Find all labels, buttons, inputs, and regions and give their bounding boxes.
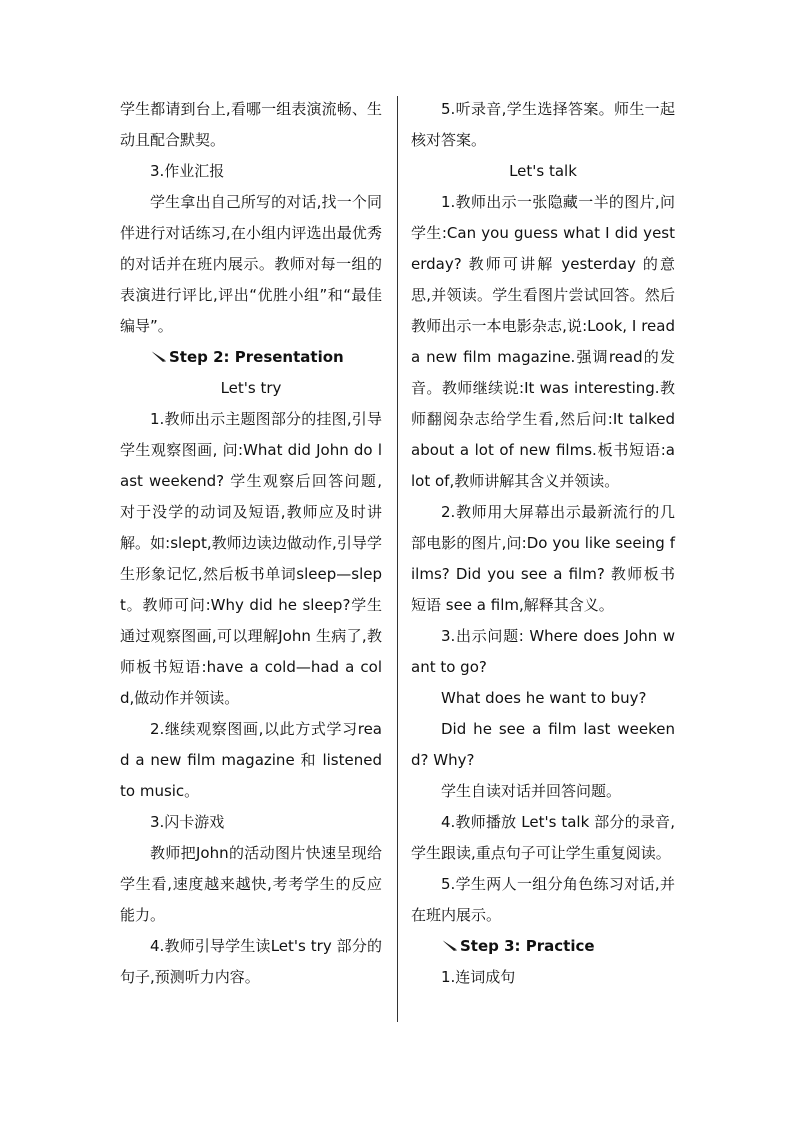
right-column	[411, 94, 675, 993]
paragraph: 4.教师播放 Let's talk 部分的录音,学生跟读,重点句子可让学生重复阅读。	[411, 813, 675, 862]
paragraph: 1.教师出示一张隐藏一半的图片,问学生:Can you guess what I did yesterday? 教师可讲解 yesterday 的意思,并领读。学生看图片尝试回答。然后教师出示一本电影杂志,说:Look, I read a new film magazine.强调read的发音。教师继续说:It was interesting.教师翻阅杂志给学生看,然后问:It talked about a lot of new films.板书短语:a lot of,教师讲解其含义并领读。	[411, 193, 675, 490]
step-heading-label: Step 3: Practice	[460, 937, 595, 955]
pen-icon	[150, 349, 168, 363]
paragraph: 2.继续观察图画,以此方式学习read a new film magazine 和 listened to music。	[120, 720, 382, 800]
paragraph: 1.教师出示主题图部分的挂图,引导学生观察图画, 问:What did John do last weekend? 学生观察后回答问题,对于没学的动词及短语,教师应及时讲解。如:slept,教师边读边做动作,引导学生形象记忆,然后板书单词sleep—slept。教师可问:Why did he sleep?学生通过观察图画,可以理解John 生病了,教师板书短语:have a cold—had a cold,做动作并领读。	[120, 410, 382, 707]
paragraph: What does he want to buy?	[441, 689, 647, 707]
paragraph: 4.教师引导学生读Let's try 部分的句子,预测听力内容。	[120, 937, 382, 986]
pen-icon	[441, 938, 459, 952]
paragraph: 教师把John的活动图片快速呈现给学生看,速度越来越快,考考学生的反应能力。	[120, 844, 382, 924]
paragraph: 5.听录音,学生选择答案。师生一起核对答案。	[411, 100, 675, 149]
step-heading	[120, 342, 382, 373]
step-heading	[411, 931, 675, 962]
paragraph: 学生拿出自己所写的对话,找一个同伴进行对话练习,在小组内评选出最优秀的对话并在班内展示。教师对每一组的表演进行评比,评出“优胜小组”和“最佳编导”。	[120, 193, 382, 335]
paragraph: 3.闪卡游戏	[150, 813, 225, 831]
step-heading-label: Step 2: Presentation	[169, 348, 344, 366]
section-title: Let's try	[220, 379, 282, 397]
paragraph: Did he see a film last weekend? Why?	[411, 720, 675, 769]
column-divider	[397, 96, 398, 1022]
paragraph: 3.出示问题: Where does John want to go?	[411, 627, 675, 676]
paragraph: 2.教师用大屏幕出示最新流行的几部电影的图片,问:Do you like seeing films? Did you see a film? 教师板书短语 see a film,解释其含义。	[411, 503, 675, 614]
paragraph: 学生自读对话并回答问题。	[441, 782, 622, 800]
paragraph: 3.作业汇报	[150, 162, 225, 180]
left-column	[120, 94, 382, 993]
paragraph: 5.学生两人一组分角色练习对话,并在班内展示。	[411, 875, 675, 924]
paragraph: 1.连词成句	[441, 968, 516, 986]
section-title: Let's talk	[509, 162, 577, 180]
paragraph: 学生都请到台上,看哪一组表演流畅、生动且配合默契。	[120, 100, 382, 149]
